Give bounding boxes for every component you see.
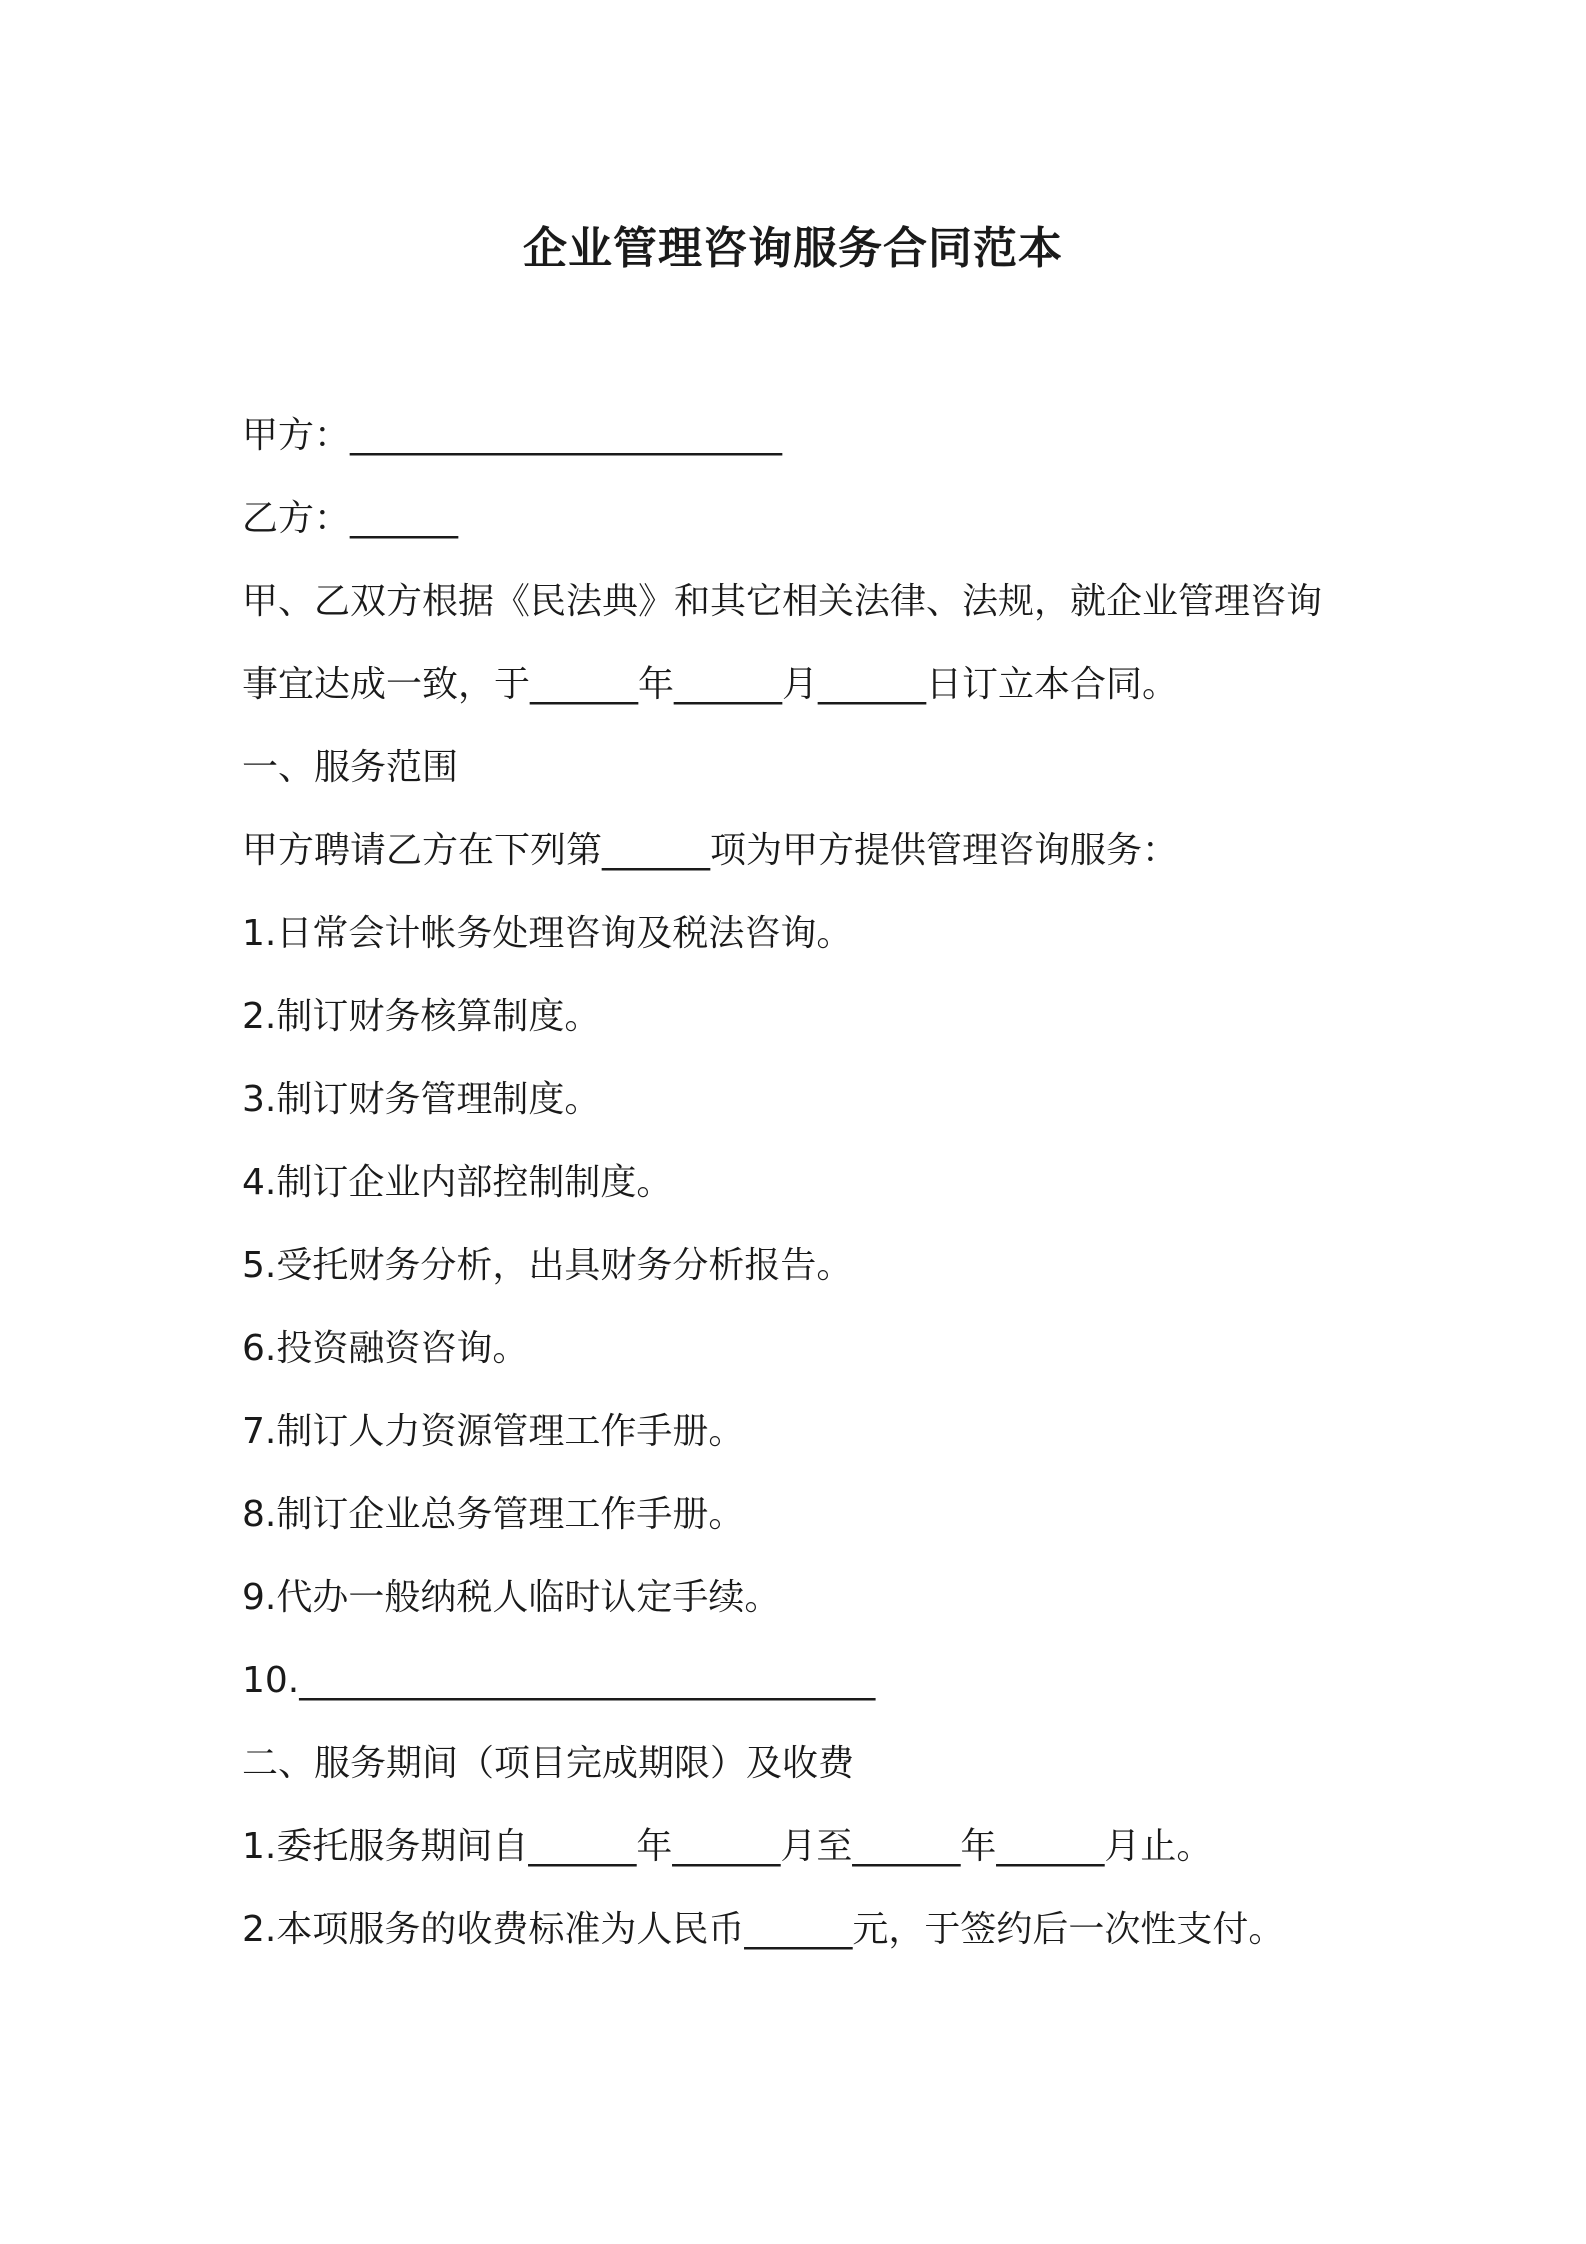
- service-item-5: 5.受托财务分析，出具财务分析报告。: [242, 1245, 853, 1286]
- document-title: 企业管理咨询服务合同范本: [523, 223, 1063, 274]
- service-item-2: 2.制订财务核算制度。: [242, 996, 601, 1037]
- section-1-heading: 一、服务范围: [242, 747, 459, 788]
- service-item-8: 8.制订企业总务管理工作手册。: [242, 1494, 745, 1535]
- party-a-line: 甲方：________________________: [242, 415, 783, 456]
- preamble-line-1: 甲、乙双方根据《民法典》和其它相关法律、法规，就企业管理咨询: [242, 581, 1323, 622]
- term-line-2: 2.本项服务的收费标准为人民币______元，于签约后一次性支付。: [242, 1909, 1285, 1950]
- section-1-intro: 甲方聘请乙方在下列第______项为甲方提供管理咨询服务：: [242, 830, 1179, 871]
- service-item-1: 1.日常会计帐务处理咨询及税法咨询。: [242, 913, 853, 954]
- service-item-6: 6.投资融资咨询。: [242, 1328, 529, 1369]
- service-item-7: 7.制订人力资源管理工作手册。: [242, 1411, 745, 1452]
- service-item-3: 3.制订财务管理制度。: [242, 1079, 601, 1120]
- preamble-line-2: 事宜达成一致，于______年______月______日订立本合同。: [242, 664, 1179, 705]
- service-item-4: 4.制订企业内部控制制度。: [242, 1162, 673, 1203]
- service-item-10: 10.________________________________: [242, 1660, 876, 1701]
- document-body: [242, 408, 1362, 1985]
- section-2-heading: 二、服务期间（项目完成期限）及收费: [242, 1743, 855, 1784]
- term-line-1: 1.委托服务期间自______年______月至______年______月止。: [242, 1826, 1213, 1867]
- party-b-line: 乙方：______: [242, 498, 459, 539]
- service-item-9: 9.代办一般纳税人临时认定手续。: [242, 1577, 781, 1618]
